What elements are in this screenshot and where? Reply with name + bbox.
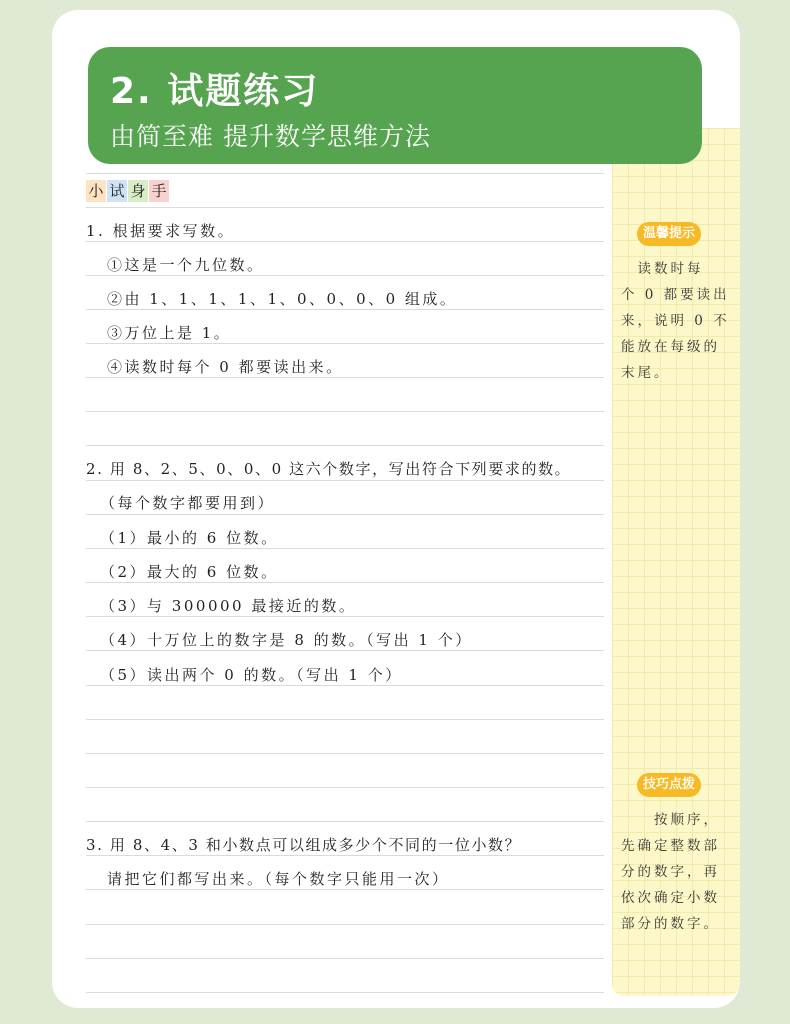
section-banner xyxy=(88,47,702,164)
tip-line: 个 0 都要读出 xyxy=(621,287,730,303)
ruled-line xyxy=(86,889,604,890)
question-1-item: ①这是一个九位数。 xyxy=(107,256,265,274)
ruled-line xyxy=(86,275,604,276)
ruled-line xyxy=(86,958,604,959)
tip-badge-warm: 温馨提示 xyxy=(637,222,701,246)
question-3-line2: 请把它们都写出来。（每个数字只能用一次） xyxy=(107,870,450,888)
tip-line: 来，说明 0 不 xyxy=(621,313,730,329)
tip-line: 读数时每 xyxy=(621,261,704,277)
tip-text-warm xyxy=(621,256,731,386)
section-tag-char: 小 xyxy=(86,180,106,202)
ruled-line xyxy=(86,650,604,651)
ruled-line xyxy=(86,992,604,993)
question-1-item: ②由 1、1、1、1、1、0、0、0、0 组成。 xyxy=(107,290,458,308)
tip-line: 分的数字，再 xyxy=(621,864,720,880)
ruled-line xyxy=(86,787,604,788)
question-2-note: （每个数字都要用到） xyxy=(100,494,276,512)
tip-line: 依次确定小数 xyxy=(621,890,720,906)
ruled-line xyxy=(86,173,604,174)
ruled-line xyxy=(86,855,604,856)
tip-line: 末尾。 xyxy=(621,365,671,381)
question-2-item: （3）与 300000 最接近的数。 xyxy=(100,597,357,615)
question-2-item: （5）读出两个 0 的数。（写出 1 个） xyxy=(100,666,403,684)
question-2-item: （1）最小的 6 位数。 xyxy=(100,529,279,547)
ruled-line xyxy=(86,548,604,549)
question-2-prompt: 2. 用 8、2、5、0、0、0 这六个数字，写出符合下列要求的数。 xyxy=(86,460,572,478)
tip-line: 先确定整数部 xyxy=(621,838,720,854)
tip-line: 能放在每级的 xyxy=(621,339,720,355)
ruled-line xyxy=(86,309,604,310)
tip-line: 部分的数字。 xyxy=(621,916,720,932)
ruled-line xyxy=(86,616,604,617)
question-1-item: ③万位上是 1。 xyxy=(107,324,232,342)
question-2-item: （2）最大的 6 位数。 xyxy=(100,563,279,581)
ruled-line xyxy=(86,480,604,481)
ruled-line xyxy=(86,753,604,754)
ruled-line xyxy=(86,411,604,412)
section-tag-char: 身 xyxy=(128,180,148,202)
question-3-prompt: 3. 用 8、4、3 和小数点可以组成多少个不同的一位小数？ xyxy=(86,836,522,854)
section-tag-char: 手 xyxy=(149,180,169,202)
section-tag-char: 试 xyxy=(107,180,127,202)
ruled-line xyxy=(86,924,604,925)
ruled-line xyxy=(86,685,604,686)
question-1-prompt: 1. 根据要求写数。 xyxy=(86,222,236,240)
question-1-item: ④读数时每个 0 都要读出来。 xyxy=(107,358,344,376)
tip-text-skill xyxy=(621,807,731,937)
ruled-line xyxy=(86,582,604,583)
ruled-line xyxy=(86,514,604,515)
banner-title: 2. 试题练习 xyxy=(110,71,320,112)
ruled-line xyxy=(86,343,604,344)
ruled-line xyxy=(86,241,604,242)
section-tag xyxy=(86,180,170,202)
ruled-line xyxy=(86,377,604,378)
ruled-line xyxy=(86,207,604,208)
ruled-line xyxy=(86,719,604,720)
question-2-item: （4）十万位上的数字是 8 的数。（写出 1 个） xyxy=(100,631,473,649)
tip-badge-skill: 技巧点拨 xyxy=(637,773,701,797)
tip-line: 按顺序， xyxy=(621,812,720,828)
ruled-line xyxy=(86,821,604,822)
banner-subtitle: 由简至难 提升数学思维方法 xyxy=(110,122,431,151)
ruled-line xyxy=(86,445,604,446)
